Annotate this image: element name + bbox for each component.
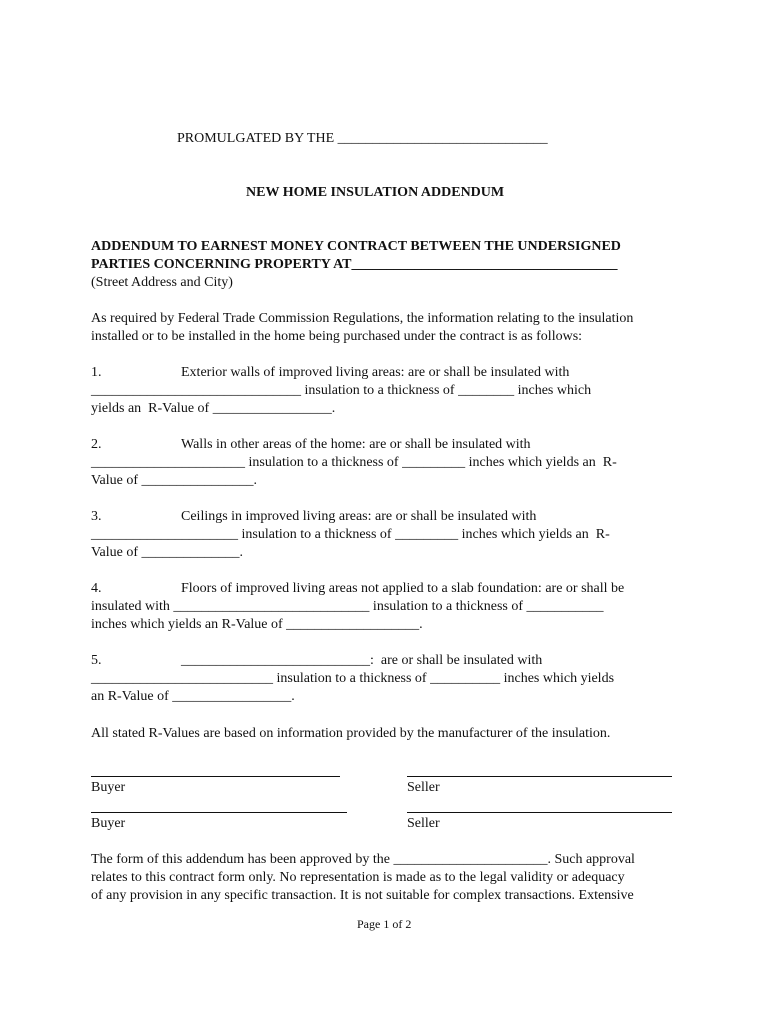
item-number: 5. (91, 653, 102, 668)
item-text-line-3: inches which yields an R-Value of ___________________. (91, 617, 423, 632)
disclaimer-line-2: relates to this contract form only. No representation is made as to the legal validity or adequacy (91, 870, 625, 885)
r-values-statement: All stated R-Values are based on information provided by the manufacturer of the insulation. (91, 726, 611, 741)
buyer-label: Buyer (91, 816, 126, 831)
buyer-signature-line[interactable] (91, 812, 347, 813)
buyer-label: Buyer (91, 780, 126, 795)
item-text-line-1: ___________________________: are or shall be insulated with (181, 653, 543, 668)
item-number: 4. (91, 581, 102, 596)
item-text-line-2: _____________________ insulation to a thickness of _________ inches which yields an R- (91, 527, 610, 542)
seller-signature-line[interactable] (407, 776, 672, 777)
item-number: 2. (91, 437, 102, 452)
street-address-caption: (Street Address and City) (91, 275, 233, 290)
item-text-line-2: ______________________ insulation to a thickness of _________ inches which yields an R- (91, 455, 617, 470)
item-text-line-3: yields an R-Value of _________________. (91, 401, 336, 416)
item-text-line-1: Exterior walls of improved living areas: are or shall be insulated with (181, 365, 570, 380)
item-text-line-2: insulated with ____________________________ insulation to a thickness of ___________ (91, 599, 604, 614)
item-text-line-2: ______________________________ insulation to a thickness of ________ inches which (91, 383, 592, 398)
page-number: Page 1 of 2 (357, 917, 412, 931)
promulgated-by-line: PROMULGATED BY THE ______________________________ (177, 131, 548, 146)
item-number: 3. (91, 509, 102, 524)
item-text-line-3: an R-Value of _________________. (91, 689, 295, 704)
seller-label: Seller (407, 780, 440, 795)
addendum-heading-line-2: PARTIES CONCERNING PROPERTY AT______________________________________ (91, 257, 618, 272)
intro-line-1: As required by Federal Trade Commission Regulations, the information relating to the insulation (91, 311, 634, 326)
item-text-line-2: __________________________ insulation to a thickness of __________ inches which yields (91, 671, 615, 686)
intro-line-2: installed or to be installed in the home being purchased under the contract is as follows: (91, 329, 583, 344)
disclaimer-line-1: The form of this addendum has been approved by the ______________________. Such approval (91, 852, 635, 867)
item-text-line-1: Floors of improved living areas not applied to a slab foundation: are or shall be (181, 581, 625, 596)
item-text-line-1: Ceilings in improved living areas: are or shall be insulated with (181, 509, 537, 524)
item-text-line-3: Value of ________________. (91, 473, 258, 488)
item-text-line-3: Value of ______________. (91, 545, 244, 560)
item-text-line-1: Walls in other areas of the home: are or shall be insulated with (181, 437, 531, 452)
document-title: NEW HOME INSULATION ADDENDUM (246, 185, 505, 200)
addendum-heading-line-1: ADDENDUM TO EARNEST MONEY CONTRACT BETWEEN THE UNDERSIGNED (91, 239, 621, 254)
disclaimer-line-3: of any provision in any specific transaction. It is not suitable for complex transactions. Extensive (91, 888, 634, 903)
seller-signature-line[interactable] (407, 812, 672, 813)
item-number: 1. (91, 365, 102, 380)
seller-label: Seller (407, 816, 440, 831)
buyer-signature-line[interactable] (91, 776, 340, 777)
